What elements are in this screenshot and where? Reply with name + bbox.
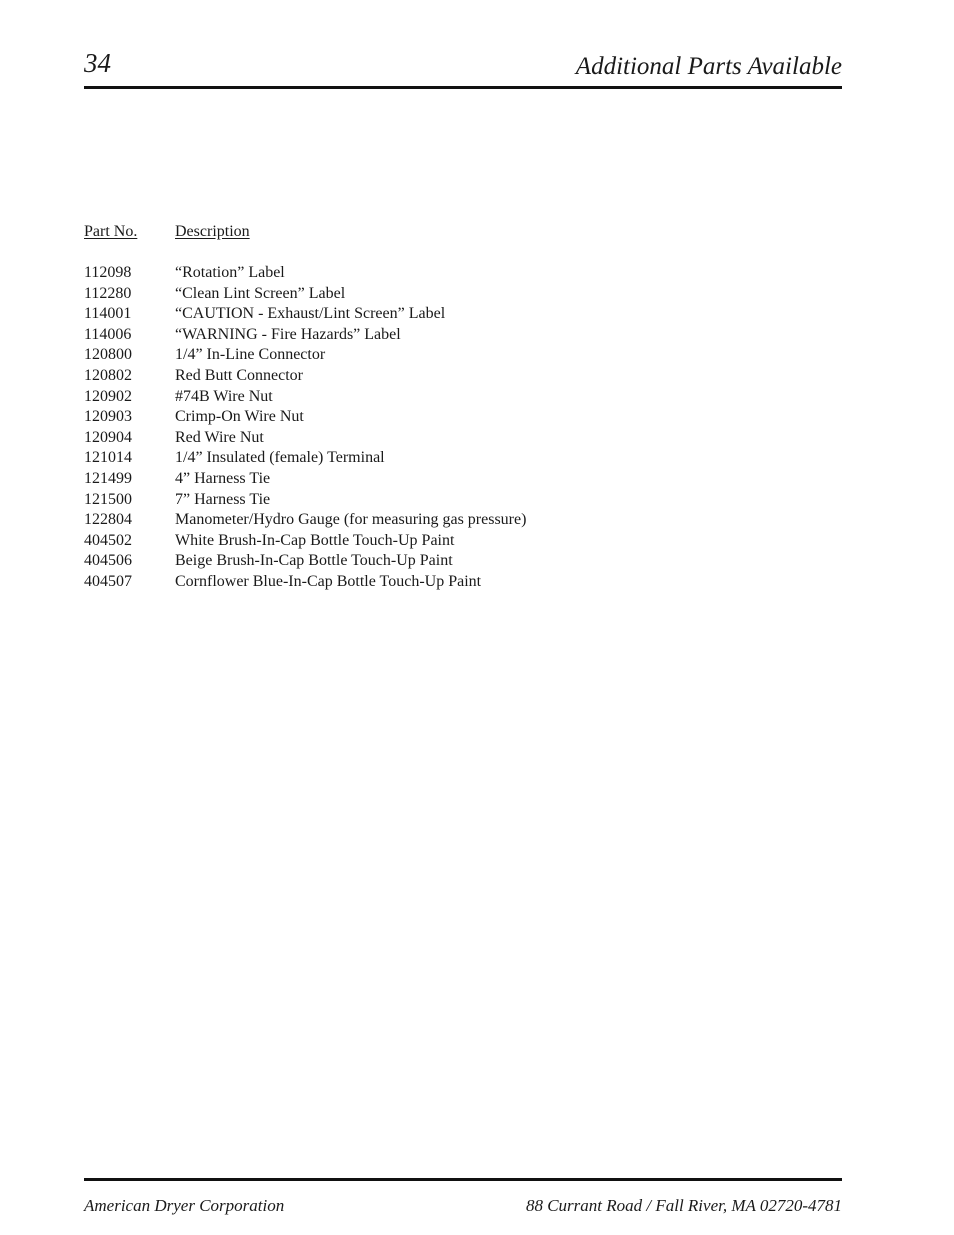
description-cell: 1/4” Insulated (female) Terminal: [175, 449, 385, 467]
part-number-cell: 114001: [84, 305, 132, 323]
page-number: 34: [84, 48, 111, 78]
description-cell: Red Butt Connector: [175, 366, 303, 384]
part-number-cell: 121500: [84, 490, 132, 508]
part-number-cell: 122804: [84, 511, 132, 529]
footer-address: 88 Currant Road / Fall River, MA 02720-4781: [525, 1196, 842, 1215]
description-cell: “Clean Lint Screen” Label: [175, 284, 346, 302]
table-row: [84, 448, 684, 469]
table-row: [84, 490, 684, 511]
description-cell: #74B Wire Nut: [175, 387, 273, 405]
table-row: [84, 284, 684, 305]
table-header: [84, 222, 684, 242]
description-cell: Beige Brush-In-Cap Bottle Touch-Up Paint: [175, 552, 453, 570]
table-row: [84, 366, 684, 387]
page-title: Additional Parts Available: [575, 53, 842, 80]
description-cell: Red Wire Nut: [175, 428, 264, 446]
part-number-cell: 120902: [84, 387, 132, 405]
column-header-part-no: Part No.: [84, 223, 138, 240]
description-cell: 4” Harness Tie: [175, 469, 271, 487]
column-header-description: Description: [175, 223, 250, 240]
part-number-cell: 112098: [84, 264, 132, 281]
part-number-cell: 404506: [84, 552, 132, 570]
part-number-cell: 121499: [84, 469, 132, 487]
table-row: [84, 345, 684, 366]
description-cell: Crimp-On Wire Nut: [175, 408, 304, 426]
table-row: [84, 387, 684, 408]
part-number-cell: 120802: [84, 366, 132, 384]
table-row: [84, 428, 684, 449]
footer-company: American Dryer Corporation: [84, 1196, 285, 1215]
page-header: [84, 46, 842, 89]
part-number-cell: 121014: [84, 449, 132, 467]
part-number-cell: 120800: [84, 346, 132, 364]
part-number-cell: 404502: [84, 531, 132, 549]
description-cell: 1/4” In-Line Connector: [175, 346, 326, 364]
table-row: [84, 531, 684, 552]
table-row: [84, 407, 684, 428]
description-cell: Cornflower Blue-In-Cap Bottle Touch-Up Paint: [175, 572, 482, 590]
page-footer: [84, 1178, 842, 1215]
table-row: [84, 510, 684, 531]
part-number-cell: 120903: [84, 408, 132, 426]
description-cell: White Brush-In-Cap Bottle Touch-Up Paint: [175, 531, 455, 549]
part-number-cell: 114006: [84, 325, 132, 343]
description-cell: “Rotation” Label: [175, 264, 285, 281]
part-number-cell: 112280: [84, 284, 132, 302]
table-row: [84, 304, 684, 325]
table-row: [84, 263, 684, 284]
table-row: [84, 469, 684, 490]
description-cell: “WARNING - Fire Hazards” Label: [175, 325, 401, 343]
table-row: [84, 325, 684, 346]
table-row: [84, 572, 684, 593]
description-cell: 7” Harness Tie: [175, 490, 271, 508]
table-row: [84, 551, 684, 572]
description-cell: Manometer/Hydro Gauge (for measuring gas pressure): [175, 511, 527, 529]
part-number-cell: 404507: [84, 572, 132, 590]
parts-table: [84, 222, 684, 593]
part-number-cell: 120904: [84, 428, 132, 446]
description-cell: “CAUTION - Exhaust/Lint Screen” Label: [175, 305, 446, 323]
